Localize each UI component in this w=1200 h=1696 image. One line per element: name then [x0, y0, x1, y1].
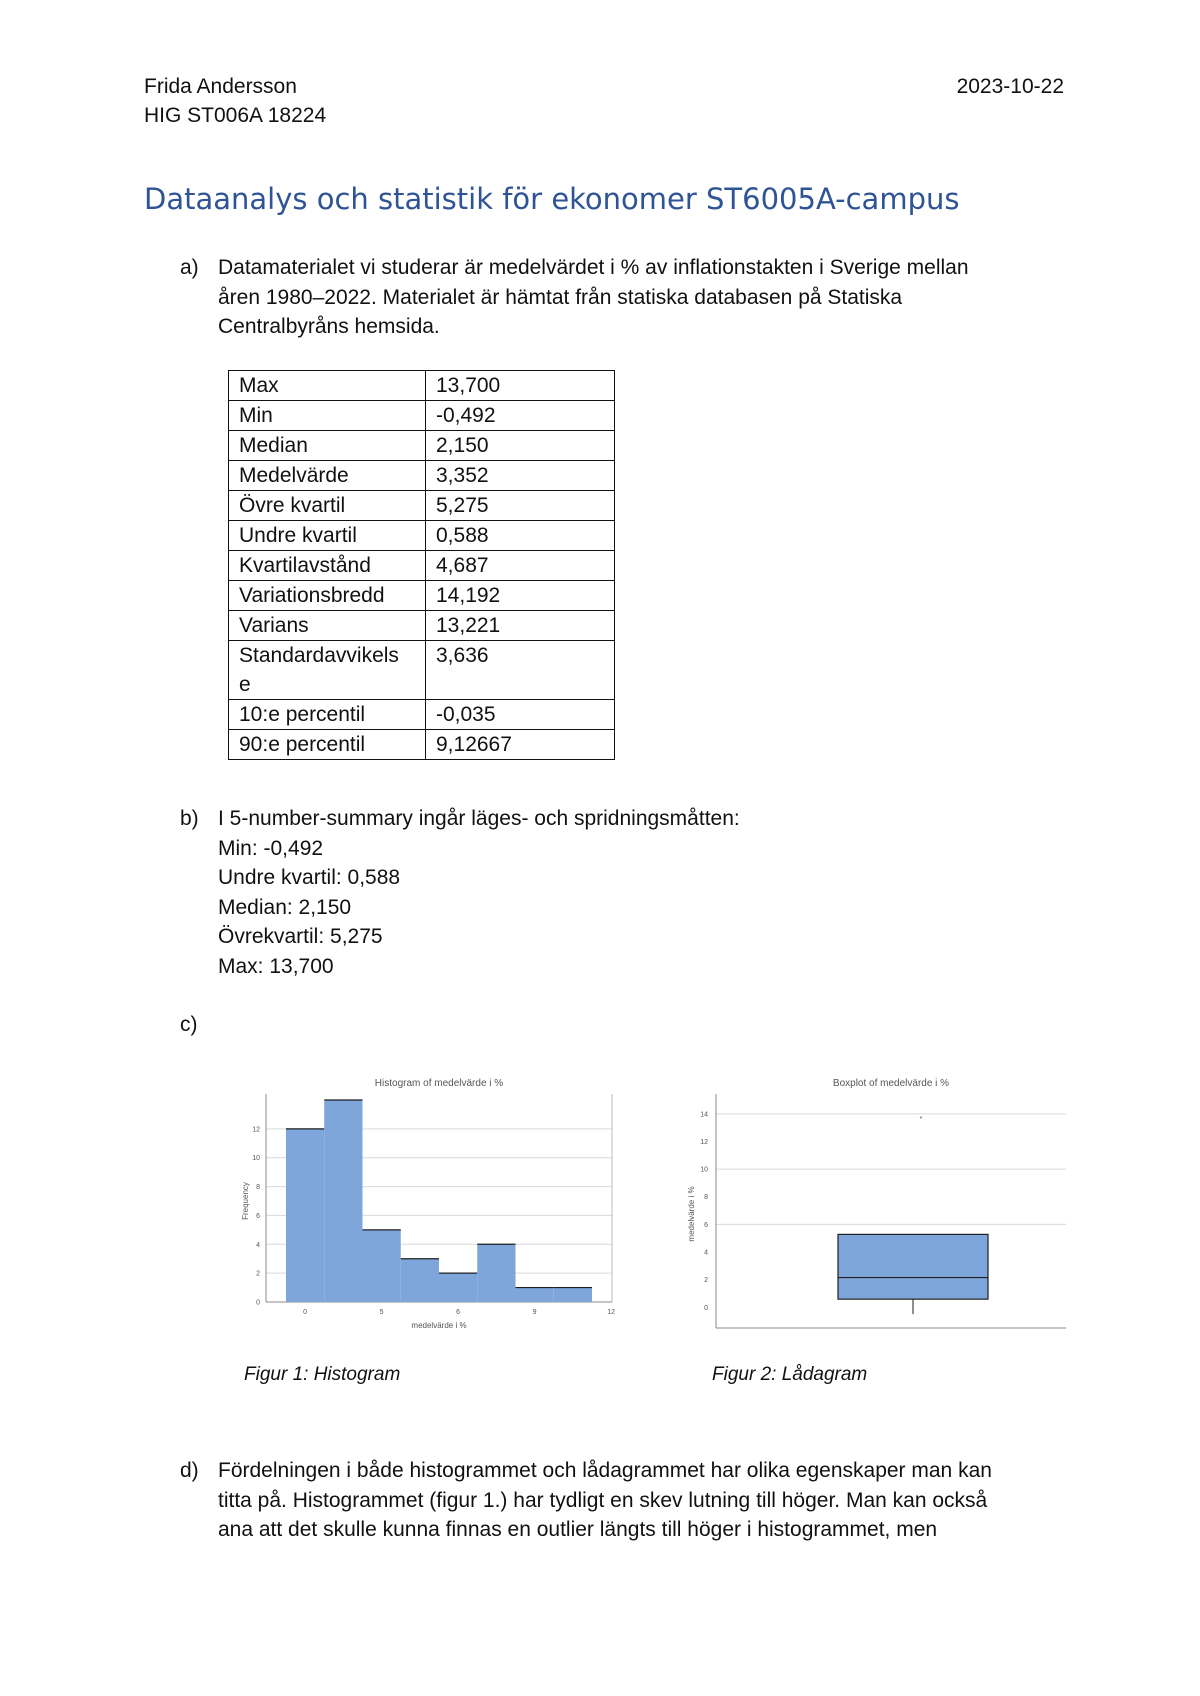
section-c-marker: c) — [180, 1013, 198, 1036]
stat-value: 4,687 — [426, 551, 615, 581]
figure-2-caption: Figur 2: Lådagram — [712, 1364, 868, 1385]
table-row — [229, 461, 615, 491]
statistics-table — [228, 370, 615, 760]
x-axis-label: medelvärde i % — [411, 1321, 467, 1330]
section-b — [180, 804, 1080, 981]
section-a — [180, 253, 1080, 342]
table-row — [229, 401, 615, 431]
stat-label: Kvartilavstånd — [229, 551, 426, 581]
stat-label: Min — [229, 401, 426, 431]
section-d-marker: d) — [180, 1459, 199, 1482]
stat-value: 3,636 — [426, 641, 615, 700]
section-d-line: Fördelningen i både histogrammet och lådagrammet har olika egenskaper man kan — [218, 1459, 992, 1482]
stat-label: Varians — [229, 611, 426, 641]
chart-title: Histogram of medelvärde i % — [374, 1078, 504, 1089]
section-a-line: Centralbyråns hemsida. — [218, 315, 440, 338]
x-tick-label: 6 — [456, 1309, 461, 1316]
y-tick-label: 2 — [704, 1277, 708, 1285]
header-date: 2023-10-22 — [956, 75, 1064, 98]
y-tick-label: 0 — [704, 1304, 708, 1312]
boxplot-chart — [680, 1072, 1066, 1336]
histogram-bar — [286, 1129, 324, 1302]
table-row — [229, 641, 615, 700]
y-axis-label: medelvärde i % — [687, 1186, 696, 1242]
table-row — [229, 581, 615, 611]
section-b-intro: I 5-number-summary ingår läges- och spridningsmåtten: — [218, 807, 740, 830]
stat-value: 3,352 — [426, 461, 615, 491]
chart-title: Boxplot of medelvärde i % — [832, 1078, 950, 1089]
y-tick-label: 0 — [256, 1299, 260, 1307]
table-row — [229, 521, 615, 551]
section-b-marker: b) — [180, 807, 199, 830]
stat-value: 13,700 — [426, 371, 615, 401]
outlier-point: * — [919, 1115, 923, 1123]
stat-value: 14,192 — [426, 581, 615, 611]
summary-item: Min: -0,492 — [218, 836, 324, 860]
histogram-bar — [324, 1100, 362, 1302]
stat-label: 90:e percentil — [229, 730, 426, 760]
header-left — [144, 72, 326, 130]
stat-label: Median — [229, 431, 426, 461]
stat-value: 5,275 — [426, 491, 615, 521]
stat-label: 10:e percentil — [229, 700, 426, 730]
section-d-line: ana att det skulle kunna finnas en outlier längts till höger i histogrammet, men — [218, 1518, 938, 1541]
y-tick-label: 8 — [256, 1184, 260, 1192]
histogram-chart — [240, 1072, 622, 1336]
y-tick-label: 12 — [700, 1138, 708, 1146]
table-row — [229, 371, 615, 401]
x-tick-label: 0 — [303, 1309, 308, 1316]
histogram-bar — [401, 1259, 439, 1302]
course-code: HIG ST006A 18224 — [144, 104, 327, 127]
x-tick-label: 9 — [532, 1309, 537, 1316]
y-tick-label: 8 — [704, 1194, 708, 1202]
stat-value: 0,588 — [426, 521, 615, 551]
histogram-bar — [554, 1288, 592, 1302]
table-row — [229, 491, 615, 521]
summary-item: Övrekvartil: 5,275 — [218, 925, 383, 948]
section-a-marker: a) — [180, 256, 199, 279]
histogram-bar — [439, 1273, 477, 1302]
box-iqr — [838, 1234, 988, 1299]
stat-label: Variationsbredd — [229, 581, 426, 611]
y-tick-label: 4 — [704, 1249, 708, 1257]
histogram-bar — [477, 1244, 515, 1302]
histogram-bar — [363, 1230, 401, 1302]
y-tick-label: 6 — [256, 1212, 260, 1220]
section-a-line: åren 1980–2022. Materialet är hämtat från statiska databasen på Statiska — [218, 285, 903, 309]
table-row — [229, 551, 615, 581]
stat-value: -0,035 — [426, 700, 615, 730]
y-tick-label: 12 — [252, 1126, 260, 1134]
section-d — [180, 1456, 1080, 1545]
figure-1-caption: Figur 1: Histogram — [244, 1364, 401, 1385]
summary-item: Max: 13,700 — [218, 954, 334, 978]
y-tick-label: 2 — [256, 1270, 260, 1278]
stat-value: 2,150 — [426, 431, 615, 461]
x-tick-label: 12 — [607, 1309, 616, 1316]
y-tick-label: 10 — [252, 1155, 260, 1163]
y-tick-label: 6 — [704, 1221, 708, 1229]
summary-item: Median: 2,150 — [218, 895, 352, 919]
document-title: Dataanalys och statistik för ekonomer ST6005A-campus — [144, 182, 960, 216]
y-tick-label: 10 — [700, 1166, 708, 1174]
summary-item: Undre kvartil: 0,588 — [218, 866, 401, 889]
stat-value: -0,492 — [426, 401, 615, 431]
stat-label: Standardavvikels e — [229, 641, 426, 700]
stat-label: Undre kvartil — [229, 521, 426, 551]
y-tick-label: 4 — [256, 1241, 260, 1249]
author-name: Frida Andersson — [144, 75, 297, 98]
histogram-bar — [516, 1288, 554, 1302]
section-a-line: Datamaterialet vi studerar är medelvärdet i % av inflationstakten i Sverige mellan — [218, 256, 969, 279]
section-d-line: titta på. Histogrammet (figur 1.) har tydligt en skev lutning till höger. Man kan också — [218, 1488, 988, 1512]
table-row — [229, 730, 615, 760]
x-tick-label: 5 — [379, 1309, 384, 1316]
stat-label: Övre kvartil — [229, 491, 426, 521]
stat-label: Max — [229, 371, 426, 401]
stat-value: 9,12667 — [426, 730, 615, 760]
y-axis-label: Frequency — [241, 1182, 250, 1220]
stat-label: Medelvärde — [229, 461, 426, 491]
y-tick-label: 14 — [700, 1111, 708, 1119]
table-row — [229, 700, 615, 730]
stat-value: 13,221 — [426, 611, 615, 641]
table-row — [229, 431, 615, 461]
table-row — [229, 611, 615, 641]
